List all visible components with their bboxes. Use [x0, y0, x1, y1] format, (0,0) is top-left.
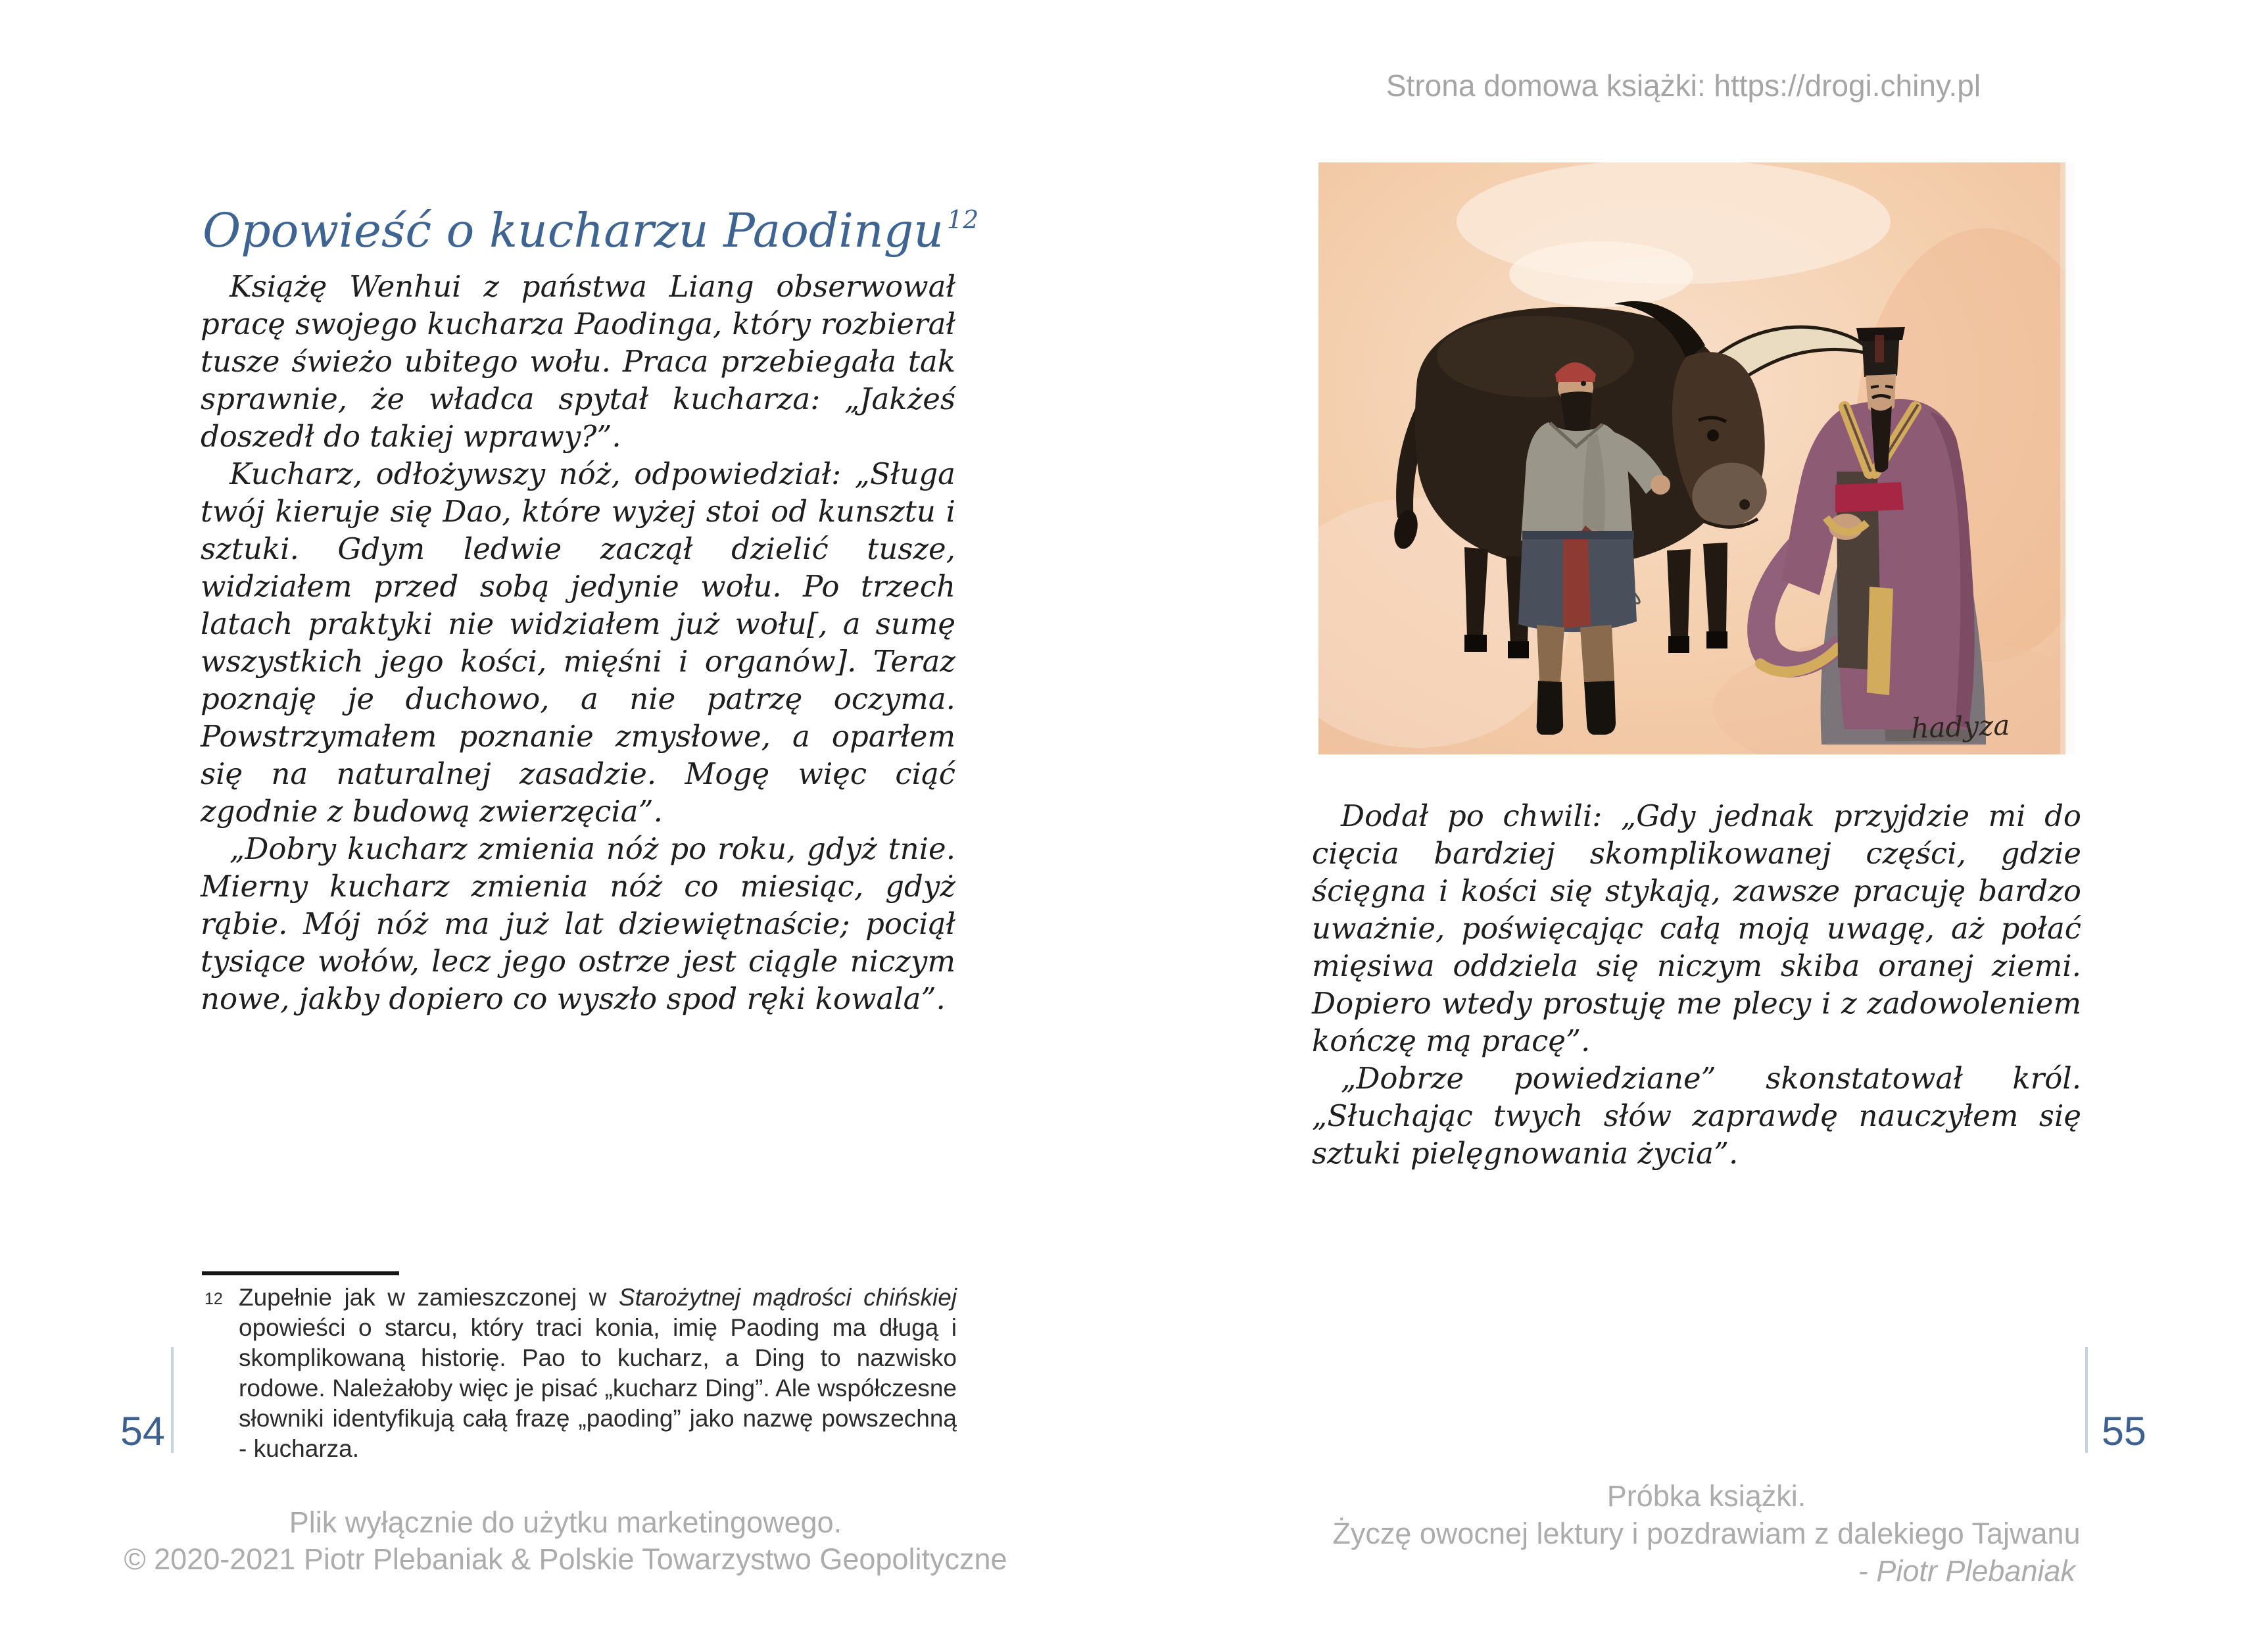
footnote-text-after: opowieści o starcu, który traci konia, imię Paoding ma długą i skomplikowaną historię. Pao to kucharz, a Ding to nazwisko rodowe. Należałoby więc je pisać „kucharz Ding”. Ale współczesne słowniki identyfikują całą frazę „paoding” jako nazwę powszechną - kucharza.: [239, 1314, 957, 1462]
sample-note: Próbka książki.: [1606, 1479, 1806, 1513]
footnote: [202, 1283, 957, 1464]
page-number-right: 55: [2102, 1409, 2146, 1454]
copyright-line: © 2020-2021 Piotr Plebaniak & Polskie Towarzystwo Geopolityczne: [124, 1542, 1007, 1576]
cook-eye: [1581, 381, 1586, 386]
left-text-column: [201, 268, 955, 1017]
ox-front-leg: [1667, 549, 1691, 639]
cook-boot: [1537, 681, 1564, 735]
footnote-rule: [202, 1271, 399, 1275]
footnote-work-title: Starożytnej mądrości chińskiej: [618, 1284, 957, 1311]
cook-breeches: [1580, 625, 1614, 682]
chapter-title: [203, 203, 979, 258]
cook-sash: [1563, 538, 1591, 628]
cook-belt: [1522, 531, 1634, 539]
ox-hoof: [1668, 636, 1689, 653]
footnote-text-before: Zupełnie jak w zamieszczonej w: [239, 1284, 619, 1311]
footnote-reference: 12: [946, 205, 979, 234]
right-text-column: [1312, 797, 2081, 1172]
paragraph: „Dobry kucharz zmienia nóż po roku, gdyż tnie. Mierny kucharz zmienia nóż co miesiąc, gdyż rąbie. Mój nóż ma już lat dziewiętnaście; pociął tysiące wołów, lecz jego ostrze jest ciągle niczym nowe, jakby dopiero co wyszło spod ręki kowala”.: [201, 831, 955, 1016]
ox-hoof: [1464, 635, 1487, 652]
paragraph: Książę Wenhui z państwa Liang obserwował pracę swojego kucharza Paodinga, który rozbierał tusze świeżo ubitego wołu. Praca przebiegała tak sprawnie, że władca spytał kucharza: „Jakżeś doszedł do takiej wprawy?”.: [201, 269, 955, 454]
chapter-title-text: Opowieść o kucharzu Paodingu: [203, 203, 944, 258]
watercolor-illustration: [1318, 162, 2075, 754]
ox-hoof: [1706, 631, 1727, 648]
page-number-left: 54: [120, 1409, 165, 1454]
page-number-divider-left: [171, 1347, 174, 1453]
duke-gold-band-right: [1867, 587, 1893, 695]
ox-back-highlight: [1437, 316, 1634, 397]
ox-hoof: [1508, 641, 1529, 658]
duke-waist-sash: [1835, 482, 1904, 512]
book-homepage-note: Strona domowa książki: https://drogi.chiny.pl: [1386, 68, 1981, 103]
cook-hand: [1651, 475, 1670, 495]
cook-breeches: [1537, 625, 1564, 682]
duke-hat-accent: [1875, 335, 1884, 362]
author-signature: - Piotr Plebaniak: [1858, 1554, 2075, 1588]
cook-boot: [1584, 681, 1616, 735]
illustration-canvas: [1318, 162, 2075, 754]
footnote-text: [239, 1283, 957, 1464]
footnote-number: 12: [205, 1290, 223, 1308]
paragraph: „Dobrze powiedziane” skonstatował król. „Słuchając twych słów zaprawdę nauczyłem się sztuki pielęgnowania życia”.: [1312, 1061, 2081, 1171]
paragraph: Dodał po chwili: „Gdy jednak przyjdzie mi do cięcia bardziej skomplikowanej części, gdzie ścięgna i kości się stykają, zawsze pracuję bardzo uważnie, poświęcając całą moją uwagę, aż połać mięsiwa oddziela się niczym skiba oranej ziemi. Dopiero wtedy prostuję me plecy i z zadowoleniem kończę mą pracę”.: [1312, 798, 2081, 1058]
paragraph: Kucharz, odłożywszy nóż, odpowiedział: „Sługa twój kieruje się Dao, które wyżej stoi od kunsztu i sztuki. Gdym ledwie zaczął dzielić tusze, widziałem przed sobą jedynie wołu. Po trzech latach praktyki nie widziałem już wołu[, a sumę wszystkich jego kości, mięśni i organów]. Teraz poznaję je duchowo, a nie patrzę oczyma. Powstrzymałem poznanie zmysłowe, a oparłem się na naturalnej zasadzie. Mogę więc ciąć zgodnie z budową zwierzęcia”.: [201, 456, 955, 829]
left-footer: [112, 1504, 1019, 1578]
marketing-note: Plik wyłącznie do użytku marketingowego.: [289, 1505, 842, 1539]
right-footer: [1328, 1477, 2085, 1590]
ox-nostril: [1739, 499, 1750, 510]
artist-signature: hadyza: [1910, 708, 2011, 745]
page-number-divider-right: [2085, 1347, 2088, 1453]
greeting-line: Życzę owocnej lektury i pozdrawiam z dalekiego Tajwanu: [1332, 1517, 2081, 1550]
ox-eye: [1707, 429, 1719, 441]
